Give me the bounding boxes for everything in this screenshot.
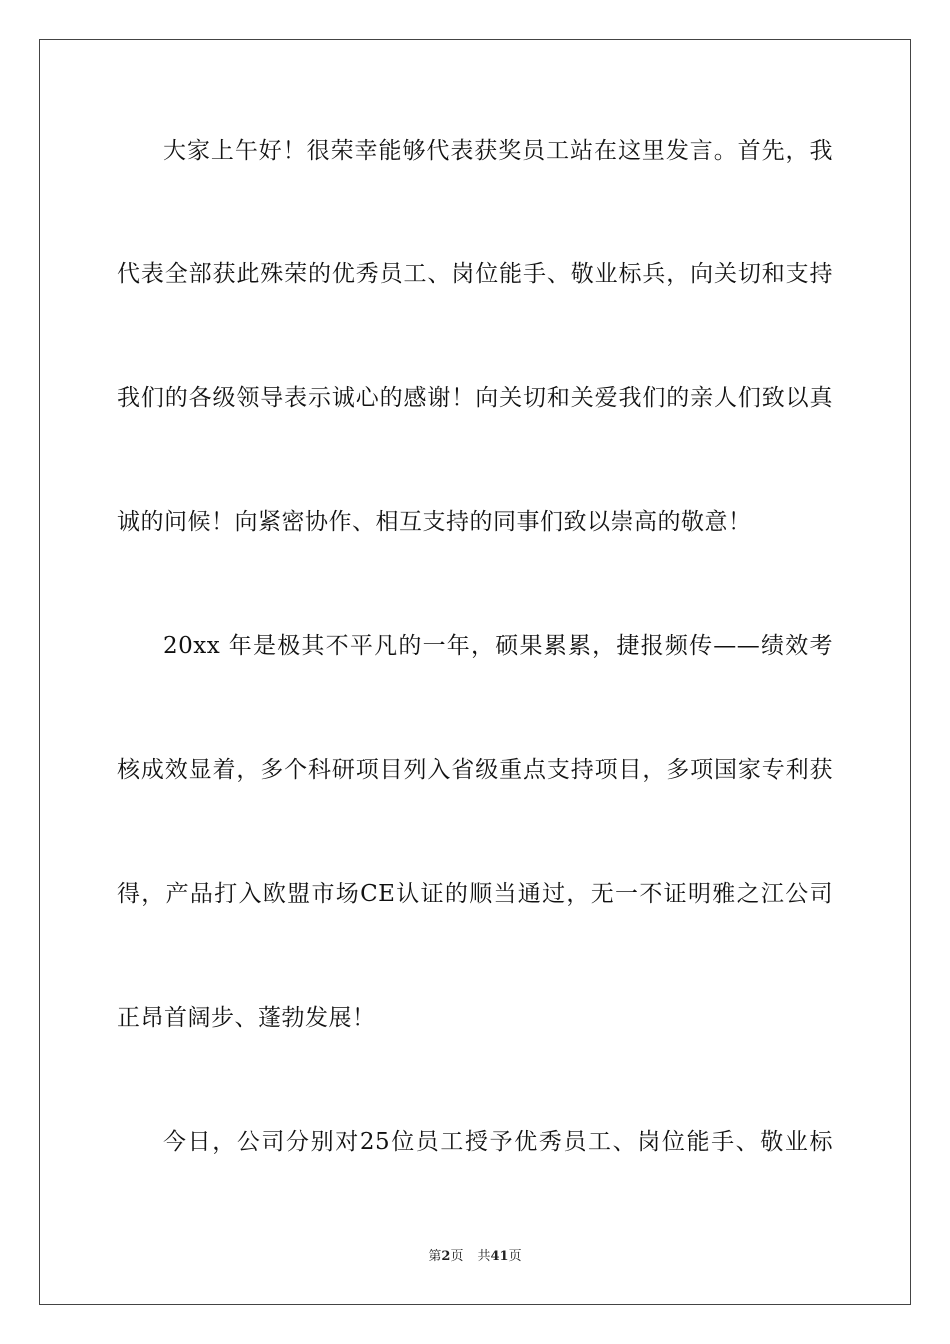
paragraph-2-line-4: 正昂首阔步、蓬勃发展！	[117, 1005, 376, 1031]
total-prefix: 共	[477, 1249, 491, 1264]
paragraph-2-line-2: 核成效显着，多个科研项目列入省级重点支持项目，多项国家专利获	[117, 757, 833, 783]
paragraph-2-line-3: 得，产品打入欧盟市场CE认证的顺当通过，无一不证明雅之江公司	[117, 881, 833, 907]
page-number: 2	[441, 1249, 451, 1264]
paragraph-1-line-3: 我们的各级领导表示诚心的感谢！向关切和关爱我们的亲人们致以真	[117, 385, 833, 411]
total-suffix: 页	[508, 1249, 522, 1264]
page-suffix: 页	[450, 1249, 464, 1264]
page-footer	[0, 1249, 950, 1265]
paragraph-3-line-1: 今日，公司分别对25位员工授予优秀员工、岗位能手、敬业标	[163, 1129, 833, 1155]
total-pages: 41	[490, 1249, 509, 1264]
paragraph-1-line-1: 大家上午好！很荣幸能够代表获奖员工站在这里发言。首先，我	[163, 138, 833, 164]
paragraph-1-line-2: 代表全部获此殊荣的优秀员工、岗位能手、敬业标兵，向关切和支持	[117, 261, 833, 287]
paragraph-2-line-1: 20xx 年是极其不平凡的一年，硕果累累，捷报频传——绩效考	[163, 633, 833, 659]
paragraph-1-line-4: 诚的问候！向紧密协作、相互支持的同事们致以崇高的敬意！	[117, 509, 752, 535]
page-border	[39, 39, 911, 1305]
page-prefix: 第	[428, 1249, 442, 1264]
